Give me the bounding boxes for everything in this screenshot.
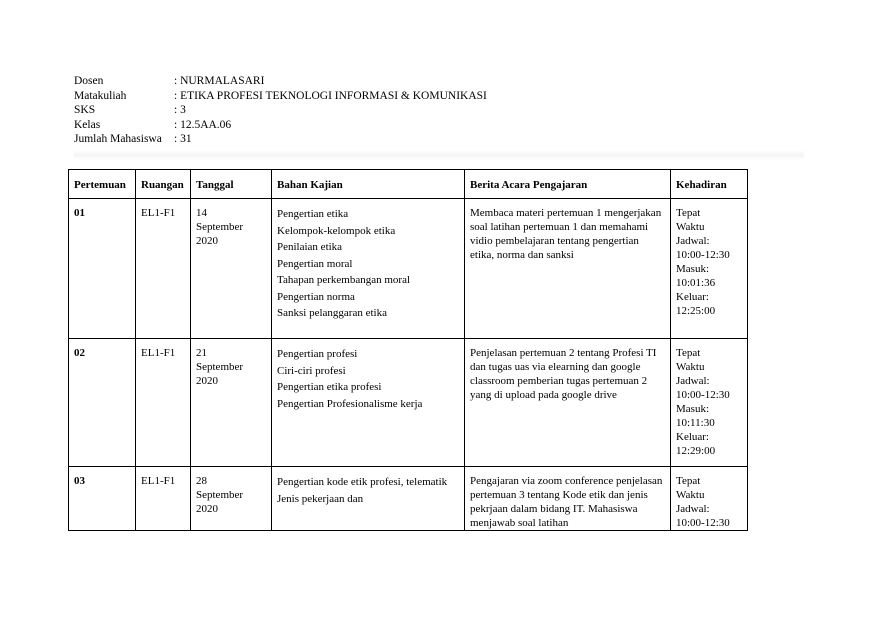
bahan-cell (272, 467, 465, 531)
bahan-item: Ciri-ciri profesi (277, 364, 346, 377)
dosen-label: Dosen (74, 75, 104, 87)
pertemuan-cell: 01 (69, 199, 136, 339)
pertemuan-cell: 02 (69, 339, 136, 467)
bahan-item: Pengertian Profesionalisme kerja (277, 397, 423, 410)
bahan-item: Pengertian norma (277, 290, 355, 303)
kehadiran-cell (671, 467, 748, 531)
tanggal-day: 14 (196, 207, 207, 219)
kehadiran-line: Jadwal: (676, 375, 710, 387)
attendance-table (68, 169, 748, 531)
tanggal-day: 21 (196, 347, 207, 359)
tanggal-year: 2020 (196, 375, 218, 387)
col-kehadiran: Kehadiran (671, 170, 748, 199)
matakuliah-value: : ETIKA PROFESI TEKNOLOGI INFORMASI & KOMUNIKASI (174, 89, 487, 102)
sks-value: : 3 (174, 104, 186, 116)
berita-text: Pengajaran via zoom conference penjelasan pertemuan 3 tentang Kode etik dan jenis pekrjaan dalam bidang IT. Mahasiswa menjawab soal latihan (470, 475, 663, 529)
info-dosen (74, 74, 487, 89)
col-bahan-kajian: Bahan Kajian (272, 170, 465, 199)
berita-cell (465, 467, 671, 531)
col-tanggal: Tanggal (191, 170, 272, 199)
bahan-item: Pengertian etika (277, 208, 349, 220)
kehadiran-line: 12:25:00 (676, 305, 716, 317)
course-info (74, 74, 487, 147)
kehadiran-line: Keluar: (676, 431, 709, 443)
bahan-cell (272, 339, 465, 467)
kehadiran-line: Tepat (676, 475, 701, 487)
info-jumlah-mahasiswa (74, 132, 487, 147)
ruangan-cell: EL1-F1 (136, 339, 191, 467)
pertemuan-cell: 03 (69, 467, 136, 531)
kehadiran-line: 10:00-12:30 (676, 249, 730, 261)
kehadiran-line: Masuk: (676, 403, 709, 415)
sks-label: SKS (74, 104, 96, 116)
kehadiran-line: Jadwal: (676, 503, 710, 515)
bahan-item: Tahapan perkembangan moral (277, 274, 411, 286)
col-berita-acara: Berita Acara Pengajaran (465, 170, 671, 199)
tanggal-month: September (196, 221, 244, 233)
kehadiran-line: 10:00-12:30 (676, 517, 730, 529)
tanggal-month: September (196, 361, 244, 373)
kehadiran-line: 10:00-12:30 (676, 389, 730, 401)
tanggal-day: 28 (196, 475, 207, 487)
kehadiran-line: 10:01:36 (676, 277, 716, 289)
col-pertemuan: Pertemuan (69, 170, 136, 199)
bahan-item: Kelompok-kelompok etika (277, 224, 396, 237)
bahan-cell (272, 199, 465, 339)
kehadiran-cell (671, 199, 748, 339)
kehadiran-line: 12:29:00 (676, 445, 716, 457)
jumlah-value: : 31 (174, 133, 192, 145)
ruangan-cell: EL1-F1 (136, 467, 191, 531)
info-kelas (74, 118, 487, 133)
kehadiran-line: Waktu (676, 221, 705, 233)
table-row (69, 199, 748, 339)
table-row (69, 339, 748, 467)
tanggal-year: 2020 (196, 503, 218, 515)
bahan-item: Pengertian moral (277, 257, 353, 270)
bahan-item: Pengertian profesi (277, 348, 358, 360)
tanggal-year: 2020 (196, 235, 218, 247)
kehadiran-line: Masuk: (676, 263, 709, 275)
dosen-value: : NURMALASARI (174, 75, 265, 87)
kehadiran-line: Waktu (676, 489, 705, 501)
bahan-item: Jenis pekerjaan dan (277, 492, 364, 505)
kehadiran-line: Waktu (676, 361, 705, 373)
kelas-value: : 12.5AA.06 (174, 118, 232, 131)
ruangan-cell: EL1-F1 (136, 199, 191, 339)
bahan-item: Pengertian kode etik profesi, telematik (277, 476, 448, 488)
jumlah-label: Jumlah Mahasiswa (74, 133, 162, 145)
kehadiran-line: Keluar: (676, 291, 709, 303)
info-matakuliah (74, 89, 487, 104)
tanggal-cell (191, 467, 272, 531)
berita-cell: Membaca materi pertemuan 1 mengerjakan soal latihan pertemuan 1 dan memahami vidio pembelajaran tentang pengertian etika, norma dan sanksi (465, 199, 671, 339)
table-row (69, 467, 748, 531)
berita-cell: Penjelasan pertemuan 2 tentang Profesi TI dan tugas uas via elearning dan google classroom pemberian tugas pertemuan 2 yang di upload pada google drive (465, 339, 671, 467)
tanggal-cell (191, 339, 272, 467)
col-ruangan: Ruangan (136, 170, 191, 199)
tanggal-cell (191, 199, 272, 339)
tanggal-month: September (196, 489, 244, 501)
kehadiran-line: 10:11:30 (676, 417, 715, 429)
table-header (69, 170, 748, 199)
kehadiran-line: Tepat (676, 207, 701, 219)
kehadiran-line: Tepat (676, 347, 701, 359)
bahan-item: Penilaian etika (277, 241, 343, 253)
bahan-item: Sanksi pelanggaran etika (277, 307, 387, 319)
bahan-item: Pengertian etika profesi (277, 381, 382, 393)
kelas-label: Kelas (74, 118, 101, 131)
kehadiran-cell (671, 339, 748, 467)
kehadiran-line: Jadwal: (676, 235, 710, 247)
divider (74, 150, 804, 160)
info-sks (74, 103, 487, 118)
matakuliah-label: Matakuliah (74, 89, 127, 102)
